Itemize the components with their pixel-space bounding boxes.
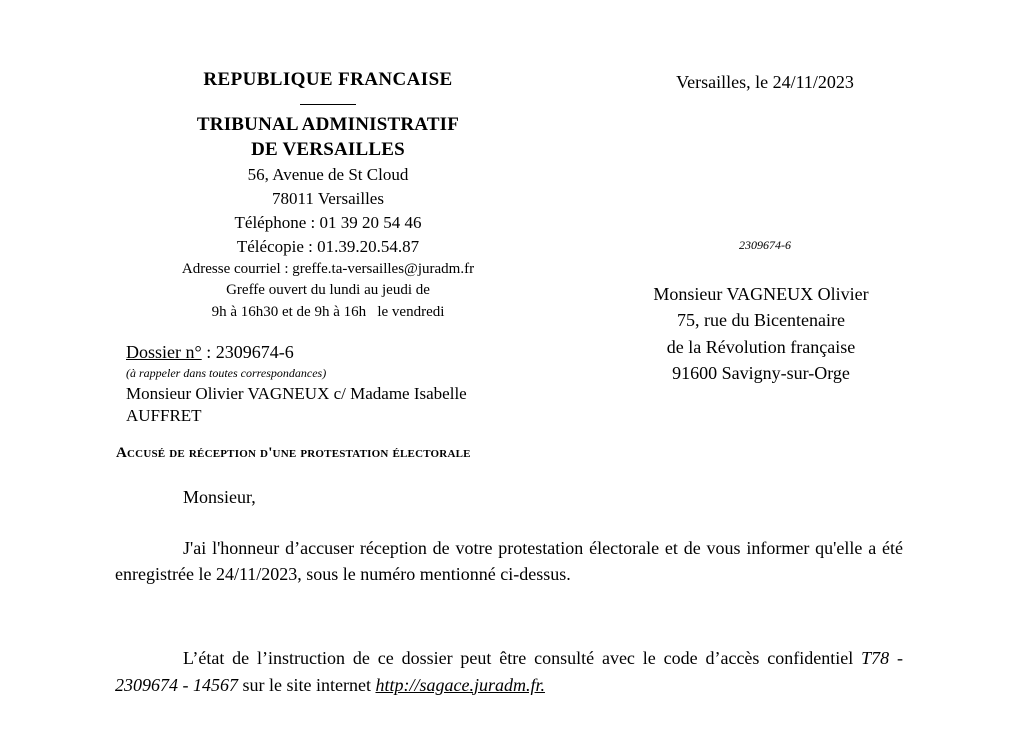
letterhead-email: Adresse courriel : greffe.ta-versailles@juradm.fr — [181, 261, 475, 278]
recipient-city: 91600 Savigny-sur-Orge — [672, 363, 850, 384]
dossier-block — [126, 342, 546, 426]
reference-number: 2309674-6 — [739, 238, 791, 252]
access-code: T78 - 2309674 - 14567 — [115, 648, 903, 695]
letterhead — [118, 68, 538, 323]
letterhead-divider — [300, 104, 356, 106]
letterhead-street: 56, Avenue de St Cloud — [247, 164, 409, 184]
body-paragraph-2 — [115, 645, 903, 697]
paragraph-2-connector: sur le site internet — [238, 674, 376, 695]
recipient-address-block — [596, 281, 926, 387]
dossier-separator: : — [201, 342, 216, 362]
dossier-label: Dossier n° — [126, 342, 202, 362]
letterhead-court-line2: DE VERSAILLES — [251, 138, 405, 160]
letterhead-phone: Téléphone : 01 39 20 54 46 — [234, 212, 422, 232]
body-paragraph-1: J'ai l'honneur d’accuser réception de votre protestation électorale et de vous informer qu'elle a été enregistrée le 24/11/2023, sous le numéro mentionné ci-dessus. — [115, 538, 903, 585]
letterhead-court-line1: TRIBUNAL ADMINISTRATIF — [196, 114, 460, 136]
letterhead-republic: REPUBLIQUE FRANCAISE — [203, 69, 453, 90]
letter-body — [115, 485, 903, 698]
dossier-number: 2309674-6 — [215, 342, 294, 362]
subject-line: Accusé de réception d'une protestation électorale — [116, 445, 471, 461]
paragraph-2-intro: L’état de l’instruction de ce dossier peut être consulté avec le code d’accès confidentiel — [183, 648, 862, 669]
recipient-street-continued: de la Révolution française — [666, 336, 856, 357]
sagace-website-link[interactable]: http://sagace.juradm.fr. — [375, 674, 545, 695]
dossier-note: (à rappeler dans toutes correspondances) — [126, 365, 327, 380]
recipient-street: 75, rue du Bicentenaire — [677, 310, 845, 331]
letterhead-hours-line2: 9h à 16h30 et de 9h à 16h le vendredi — [211, 303, 445, 320]
letterhead-fax: Télécopie : 01.39.20.54.87 — [236, 237, 420, 256]
dossier-parties: Monsieur Olivier VAGNEUX c/ Madame Isabelle AUFFRET — [126, 384, 467, 425]
letterhead-city: 78011 Versailles — [272, 188, 384, 208]
salutation: Monsieur, — [183, 487, 256, 507]
letterhead-hours-line1: Greffe ouvert du lundi au jeudi de — [226, 282, 430, 299]
date-line: Versailles, le 24/11/2023 — [676, 72, 854, 92]
dossier-number-line — [126, 342, 546, 364]
recipient-name: Monsieur VAGNEUX Olivier — [653, 284, 869, 304]
